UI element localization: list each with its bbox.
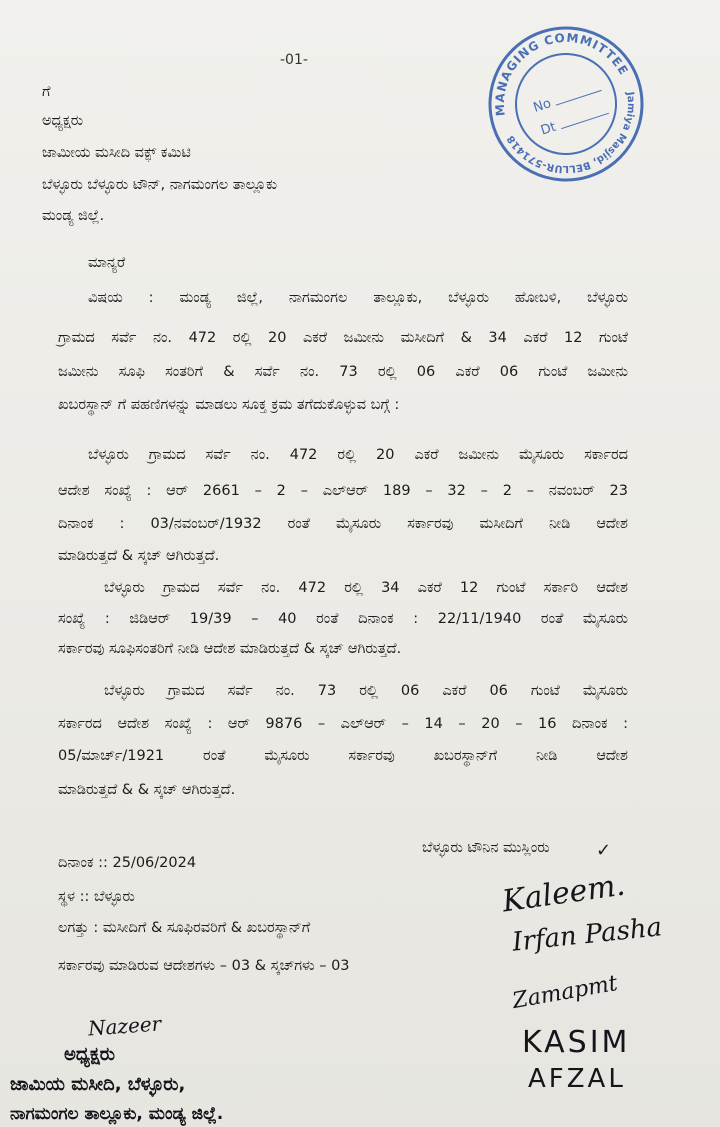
paragraph-line: ಮಾಡಿರುತ್ತದೆ & & ಸ್ಕಚ್ ಆಗಿರುತ್ತದೆ. — [58, 782, 236, 798]
paragraph-line: ಸಂಖ್ಯೆ : ಜಿಡಿಆರ್ 19/39 – 40 ರಂತೆ ದಿನಾಂಕ : 22/11/1940 ರಂತೆ ಮೈಸೂರು — [58, 611, 628, 627]
signature-afzal: AFZAL — [528, 1064, 626, 1094]
signature-irfan: Irfan Pasha — [510, 912, 664, 958]
president-org: ನಾಗಮಂಗಲ ತಾಲ್ಲೂಕು, ಮಂಡ್ಯ ಜಿಲ್ಲೆ. — [10, 1104, 224, 1124]
paragraph-line: 05/ಮಾರ್ಚ್/1921 ರಂತೆ ಮೈಸೂರು ಸರ್ಕಾರವು ಖಬರಸ್ಥಾನ್‌ಗೆ ನೀಡಿ ಆದೇಶ — [58, 748, 628, 764]
committee-stamp — [486, 24, 646, 184]
paragraph-line: ಸರ್ಕಾರದ ಆದೇಶ ಸಂಖ್ಯೆ : ಆರ್ 9876 – ಎಲ್ಆರ್ – 14 – 20 – 16 ದಿನಾಂಕ : — [58, 716, 628, 732]
subject-line: ವಿಷಯ : ಮಂಡ್ಯ ಜಿಲ್ಲೆ, ನಾಗಮಂಗಲ ತಾಲ್ಲೂಕು, ಬೆಳ್ಳೂರು ಹೋಬಳಿ, ಬೆಳ್ಳೂರು — [88, 290, 628, 306]
stamp-ring-bottom: Jamiya Masjid, BELLUR-571418 — [505, 91, 637, 175]
tick-mark: ✓ — [596, 840, 612, 861]
from-line: ಬೆಳ್ಳೂರು ಟೌನಿನ ಮುಸ್ಲಿಂರು — [422, 840, 550, 856]
signature-kaleem: Kaleem. — [500, 867, 628, 920]
paragraph-line: ದಿನಾಂಕ : 03/ನವಂಬರ್/1932 ರಂತೆ ಮೈಸೂರು ಸರ್ಕಾರವು ಮಸೀದಿಗೆ ನೀಡಿ ಆದೇಶ — [58, 516, 628, 532]
svg-text:MANAGING COMMITTEE — [486, 24, 632, 120]
svg-text:Jamiya Masjid, BELLUR-571418 — [503, 88, 646, 184]
stamp-dt-label: Dt — [538, 119, 558, 139]
date-line: ದಿನಾಂಕ :: 25/06/2024 — [58, 855, 197, 871]
salutation: ಮಾನ್ಯರೆ — [88, 255, 126, 271]
stamp-no-label: No — [531, 96, 554, 116]
president-title: ಅಧ್ಯಕ್ಷರು — [64, 1044, 115, 1065]
recipient-to: ಗೆ — [42, 84, 51, 100]
signature-zama: Zamapmt — [510, 970, 620, 1015]
recipient-address: ಬೆಳ್ಳೂರು ಬೆಳ್ಳೂರು ಟೌನ್, ನಾಗಮಂಗಲ ತಾಲ್ಲೂಕು — [42, 177, 278, 193]
paragraph-line: ಬೆಳ್ಳೂರು ಗ್ರಾಮದ ಸರ್ವೆ ನಂ. 73 ರಲ್ಲಿ 06 ಎಕರೆ 06 ಗುಂಟೆ ಮೈಸೂರು — [104, 683, 628, 699]
stamp-outer-ring — [486, 24, 646, 184]
recipient-org: ಜಾಮೀಯ ಮಸೀದಿ ವಕ್ಫ್ ಕಮಿಟಿ — [42, 145, 191, 161]
subject-line: ಗ್ರಾಮದ ಸರ್ವೆ ನಂ. 472 ರಲ್ಲಿ 20 ಎಕರೆ ಜಮೀನು ಮಸೀದಿಗೆ & 34 ಎಕರೆ 12 ಗುಂಟೆ — [58, 330, 628, 346]
place-line: ಸ್ಥಳ :: ಬೆಳ್ಳೂರು — [58, 889, 135, 905]
recipient-title: ಅಧ್ಯಕ್ಷರು — [42, 113, 84, 129]
enclosure-line: ಸರ್ಕಾರವು ಮಾಡಿರುವ ಆದೇಶಗಳು – 03 & ಸ್ಕಚ್‌ಗಳು – 03 — [58, 958, 350, 974]
paragraph-line: ಬೆಳ್ಳೂರು ಗ್ರಾಮದ ಸರ್ವೆ ನಂ. 472 ರಲ್ಲಿ 34 ಎಕರೆ 12 ಗುಂಟೆ ಸರ್ಕಾರಿ ಆದೇಶ — [104, 580, 628, 596]
signature-kasim: KASIM — [522, 1025, 631, 1060]
paragraph-line: ಮಾಡಿರುತ್ತದೆ & ಸ್ಕಚ್ ಆಗಿರುತ್ತದೆ. — [58, 548, 220, 564]
president-org: ಜಾಮಿಯ ಮಸೀದಿ, ಬೆಳ್ಳೂರು, — [10, 1074, 186, 1095]
page-number: -01- — [280, 52, 308, 68]
enclosure-line: ಲಗತ್ತು : ಮಸೀದಿಗೆ & ಸೂಫಿರವರಿಗೆ & ಖಬರಸ್ಥಾನ್‌ಗೆ — [58, 920, 311, 936]
subject-line: ಜಮೀನು ಸೂಫಿ ಸಂತರಿಗೆ & ಸರ್ವೆ ನಂ. 73 ರಲ್ಲಿ 06 ಎಕರೆ 06 ಗುಂಟೆ ಜಮೀನು — [58, 364, 628, 380]
paragraph-line: ಆದೇಶ ಸಂಖ್ಯೆ : ಆರ್ 2661 – 2 – ಎಲ್ಆರ್ 189 – 32 – 2 – ನವಂಬರ್ 23 — [58, 483, 628, 499]
signature-president: Nazeer — [87, 1011, 162, 1041]
stamp-ring-top: MANAGING COMMITTEE — [492, 30, 632, 117]
paragraph-line: ಸರ್ಕಾರವು ಸೂಫಿಸಂತರಿಗೆ ನೀಡಿ ಆದೇಶ ಮಾಡಿರುತ್ತದೆ & ಸ್ಕಚ್ ಆಗಿರುತ್ತದೆ. — [58, 641, 402, 657]
recipient-district: ಮಂಡ್ಯ ಜಿಲ್ಲೆ. — [42, 208, 105, 224]
subject-line: ಖಬರಸ್ಥಾನ್ ಗೆ ಪಹಣಿಗಳನ್ನು ಮಾಡಲು ಸೂಕ್ತ ಕ್ರಮ ತಗೆದುಕೊಳ್ಳುವ ಬಗ್ಗೆ : — [58, 397, 400, 413]
paragraph-line: ಬೆಳ್ಳೂರು ಗ್ರಾಮದ ಸರ್ವೆ ನಂ. 472 ರಲ್ಲಿ 20 ಎಕರೆ ಜಮೀನು ಮೈಸೂರು ಸರ್ಕಾರದ — [88, 447, 628, 463]
